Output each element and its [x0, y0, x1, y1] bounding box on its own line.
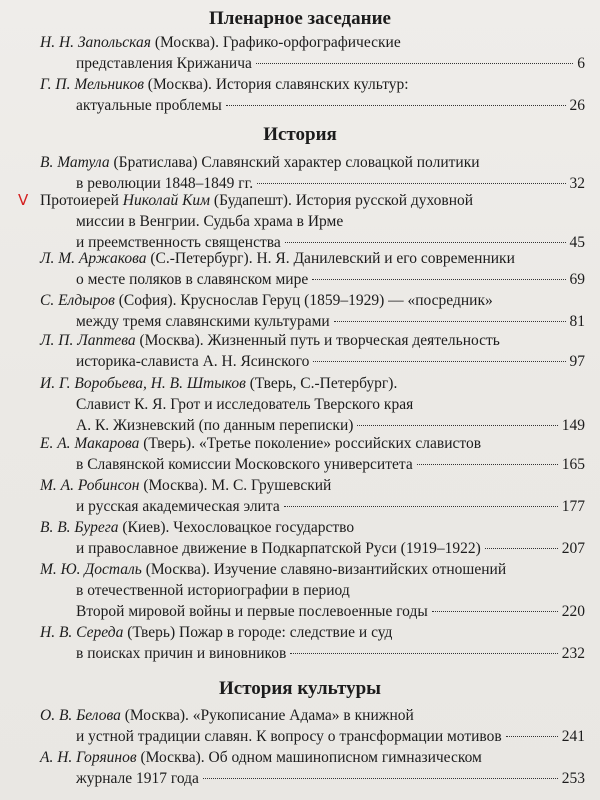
dot-leader — [334, 320, 566, 322]
title-line: актуальные проблемы — [76, 97, 222, 114]
entry-text — [40, 154, 480, 171]
toc-line — [40, 538, 585, 559]
page-number: 97 — [569, 353, 585, 370]
dot-leader — [203, 777, 558, 779]
title-line: в поисках причин и виновников — [76, 645, 287, 662]
title-line: между тремя славянскими культурами — [76, 313, 330, 330]
toc-line — [40, 290, 585, 311]
page-number: 69 — [569, 271, 585, 288]
entry-text — [76, 213, 343, 230]
title-line: Второй мировой войны и первые послевоенные годы — [76, 603, 428, 620]
entry-text — [76, 269, 308, 290]
toc-line — [40, 454, 585, 475]
toc-entry[interactable] — [40, 475, 585, 517]
author-city: (Будапешт). — [210, 192, 292, 209]
toc-line — [40, 351, 585, 372]
toc-entry[interactable] — [40, 152, 585, 194]
entry-text — [76, 351, 309, 372]
entry-text — [40, 250, 515, 267]
title-line: А. К. Жизневский (по данным переписки) — [76, 417, 354, 434]
toc-line — [40, 53, 585, 74]
dot-leader — [290, 652, 557, 654]
section-title: История — [263, 124, 337, 145]
entry-text — [76, 538, 481, 559]
author-city: (Москва). — [120, 707, 189, 724]
toc-line — [40, 433, 585, 454]
entry-text — [40, 749, 482, 766]
toc-entry[interactable] — [40, 290, 585, 332]
title-line: и преемственность священства — [76, 234, 281, 251]
title-line: Об одном машинописном гимназическом — [204, 749, 482, 766]
toc-entry[interactable] — [40, 32, 585, 74]
title-line: Жизненный путь и творческая деятельность — [203, 332, 500, 349]
toc-line — [40, 152, 585, 173]
page-number: 220 — [561, 603, 585, 620]
dot-leader — [357, 424, 557, 426]
page-number: 149 — [561, 417, 585, 434]
toc-entry[interactable] — [40, 433, 585, 475]
author-name: Г. П. Мельников — [40, 76, 144, 93]
toc-entry[interactable] — [18, 190, 585, 253]
title-line: в Славянской комиссии Московского университета — [76, 456, 413, 473]
entry-text — [40, 192, 473, 209]
toc-entry[interactable] — [40, 559, 585, 622]
toc-line — [40, 373, 585, 394]
entry-text — [40, 707, 414, 724]
toc-line — [40, 330, 585, 351]
entry-text — [76, 396, 413, 413]
toc-line — [40, 726, 585, 747]
dot-leader — [256, 62, 573, 64]
toc-line — [40, 269, 585, 290]
toc-line — [40, 475, 585, 496]
author-city: (Москва). — [143, 76, 212, 93]
title-line: и русская академическая элита — [76, 498, 280, 515]
title-line: о месте поляков в славянском мире — [76, 271, 309, 288]
toc-entry[interactable] — [40, 373, 585, 436]
entry-text — [40, 76, 409, 93]
entry-text — [40, 561, 506, 578]
author-name: С. Елдыров — [40, 292, 115, 309]
toc-line — [40, 768, 585, 789]
author-name: Н. Н. Запольская — [40, 34, 151, 51]
author-city: (Москва). — [136, 749, 205, 766]
toc-line — [40, 747, 585, 768]
title-line: представления Крижанича — [76, 55, 252, 72]
toc-entry[interactable] — [40, 74, 585, 116]
title-line: «Третье поколение» российских славистов — [195, 435, 482, 452]
title-line: Чехословацкое государство — [169, 519, 355, 536]
entry-text — [76, 582, 350, 599]
author-city: (Москва). — [141, 561, 210, 578]
title-line: в отечественной историографии в период — [76, 582, 350, 599]
page-number: 81 — [569, 313, 585, 330]
dot-leader — [285, 241, 566, 243]
page-number: 6 — [577, 55, 585, 72]
entry-text — [76, 311, 330, 332]
entry-text — [76, 95, 222, 116]
author-name: Л. М. Аржакова — [40, 250, 147, 267]
author-name: О. В. Белова — [40, 707, 121, 724]
title-line: История славянских культур: — [211, 76, 409, 93]
author-name: Николай Ким — [122, 192, 211, 209]
page-number: 253 — [561, 770, 585, 787]
dot-leader — [257, 182, 565, 184]
entry-text — [40, 34, 401, 51]
toc-line — [40, 601, 585, 622]
toc-line — [40, 95, 585, 116]
title-line: История русской духовной — [291, 192, 474, 209]
toc-line — [40, 622, 585, 643]
toc-line — [40, 559, 585, 580]
dot-leader — [506, 735, 558, 737]
toc-line — [40, 580, 585, 601]
title-line: Н. Я. Данилевский и его современники — [252, 250, 515, 267]
author-name: Л. П. Лаптева — [40, 332, 136, 349]
title-line: журнале 1917 года — [76, 770, 199, 787]
author-city: (Тверь). — [139, 435, 196, 452]
author-city: (С.-Петербург). — [146, 250, 253, 267]
page-number: 232 — [561, 645, 585, 662]
dot-leader — [417, 463, 558, 465]
title-line: Славянский характер словацкой политики — [197, 154, 480, 171]
title-line: М. С. Грушевский — [207, 477, 332, 494]
author-city: (Братислава) — [109, 154, 198, 171]
author-city: (Москва). — [139, 477, 208, 494]
author-name: А. Н. Горяинов — [40, 749, 137, 766]
toc-entry[interactable] — [40, 517, 585, 559]
page-number: 177 — [561, 498, 585, 515]
page-number: 207 — [561, 540, 585, 557]
author-name: И. Г. Воробьева, Н. В. Штыков — [40, 375, 246, 392]
toc-entry[interactable] — [40, 705, 585, 747]
page-number: 32 — [569, 175, 585, 192]
title-line: Круснослав Геруц (1859–1929) — «посредник» — [176, 292, 493, 309]
author-name: Е. А. Макарова — [40, 435, 140, 452]
title-line: историка-слависта А. Н. Ясинского — [76, 353, 310, 370]
toc-line — [40, 248, 585, 269]
author-city: (Москва). — [150, 34, 219, 51]
entry-text — [76, 496, 280, 517]
entry-text — [40, 435, 481, 452]
entry-text — [76, 768, 199, 789]
author-name: В. Матула — [40, 154, 110, 171]
toc-line — [40, 74, 585, 95]
author-city: (Киев). — [118, 519, 170, 536]
title-line: Графико-орфографические — [218, 34, 401, 51]
toc-line — [40, 211, 585, 232]
title-line: в революции 1848–1849 гг. — [76, 175, 254, 192]
entry-text — [76, 454, 413, 475]
toc-line — [40, 394, 585, 415]
entry-text — [40, 477, 331, 494]
entry-text — [76, 643, 286, 664]
dot-leader — [284, 505, 558, 507]
author-city: (София). — [114, 292, 177, 309]
toc-line — [40, 311, 585, 332]
dot-leader — [313, 360, 565, 362]
entry-text — [76, 601, 428, 622]
toc-line — [40, 705, 585, 726]
toc-line — [40, 517, 585, 538]
author-name: М. Ю. Досталь — [40, 561, 142, 578]
author-name: М. А. Робинсон — [40, 477, 140, 494]
title-line: «Рукописание Адама» в книжной — [188, 707, 414, 724]
toc-line — [40, 32, 585, 53]
dot-leader — [432, 610, 558, 612]
entry-text — [40, 519, 354, 536]
page-number: 241 — [561, 728, 585, 745]
toc-entry[interactable] — [40, 330, 585, 372]
section-title: История культуры — [218, 678, 381, 699]
entry-text — [40, 292, 493, 309]
entry-text — [40, 375, 397, 392]
toc-entry[interactable] — [40, 622, 585, 664]
toc-line — [40, 643, 585, 664]
dot-leader — [226, 104, 566, 106]
dot-leader — [485, 547, 558, 549]
page-number: 26 — [569, 97, 585, 114]
author-city: (Москва). — [135, 332, 204, 349]
author-name: В. В. Бурега — [40, 519, 119, 536]
page-number: 165 — [561, 456, 585, 473]
title-line: миссии в Венгрии. Судьба храма в Ирме — [76, 213, 344, 230]
toc-entry[interactable] — [40, 747, 585, 789]
entry-text — [76, 53, 252, 74]
title-line: Изучение славяно-византийских отношений — [209, 561, 507, 578]
dot-leader — [312, 278, 565, 280]
entry-text — [76, 726, 502, 747]
entry-prefix: Протоиерей — [40, 192, 123, 209]
author-city: (Тверь) — [123, 624, 176, 641]
title-line: и православное движение в Подкарпатской Руси (1919–1922) — [76, 540, 481, 557]
toc-entry[interactable] — [40, 248, 585, 290]
entry-text — [40, 624, 392, 641]
red-check-mark: V — [18, 191, 29, 209]
title-line: и устной традиции славян. К вопросу о трансформации мотивов — [76, 728, 502, 745]
author-city: (Тверь, С.-Петербург). — [245, 375, 398, 392]
toc-line — [40, 496, 585, 517]
author-name: Н. В. Середа — [40, 624, 124, 641]
section-title: Пленарное заседание — [209, 8, 391, 29]
toc-line — [18, 190, 585, 211]
page-number: 45 — [569, 234, 585, 251]
title-line: Пожар в городе: следствие и суд — [175, 624, 393, 641]
entry-text — [40, 332, 500, 349]
title-line: Славист К. Я. Грот и исследователь Тверского края — [76, 396, 414, 413]
